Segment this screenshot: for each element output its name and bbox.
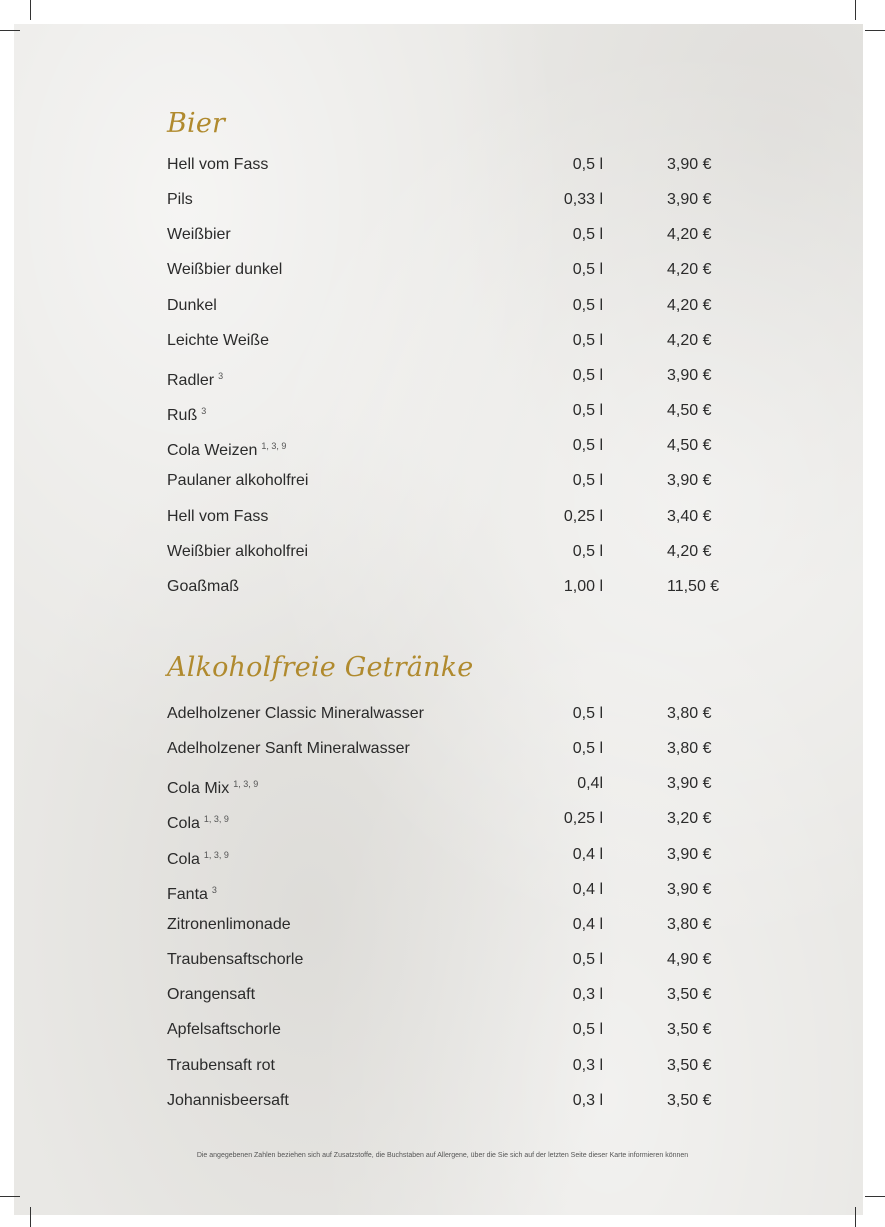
item-price: 4,50 € (667, 402, 712, 420)
item-name (167, 295, 217, 317)
menu-item (0, 879, 885, 901)
item-name (167, 576, 239, 598)
item-name (167, 703, 424, 725)
item-price: 4,20 € (667, 261, 712, 279)
menu-item (0, 154, 885, 176)
item-volume: 0,5 l (572, 156, 603, 173)
item-name-text: Paulaner alkoholfrei (167, 472, 309, 490)
menu-item (0, 259, 885, 281)
item-price: 3,20 € (667, 810, 712, 828)
menu-item (0, 576, 885, 598)
item-price: 3,80 € (667, 915, 712, 933)
item-price: 3,50 € (667, 1091, 712, 1109)
item-price: 4,50 € (667, 437, 712, 455)
item-name (167, 330, 269, 352)
item-name-text: Traubensaft rot (167, 1056, 275, 1074)
menu-item (0, 224, 885, 246)
menu-item (0, 1055, 885, 1077)
additive-footnote-marker: 1, 3, 9 (233, 779, 259, 790)
item-price: 3,90 € (667, 845, 712, 863)
crop-mark (855, 1207, 856, 1227)
item-volume: 0,5 l (572, 366, 603, 384)
item-name-text: Orangensaft (167, 986, 256, 1004)
item-name-text: Weißbier (167, 226, 231, 244)
item-price: 3,80 € (667, 740, 712, 758)
item-name-text: Pils (167, 191, 193, 209)
item-price: 3,90 € (667, 191, 712, 209)
footnote: Die angegebenen Zahlen beziehen sich auf Zusatzstoffe, die Buchstaben auf Allergene, über die Sie sich auf der letzten Seite dieser Karte informieren können (196, 1152, 689, 1159)
item-volume: 0,5 l (572, 1021, 603, 1039)
item-name (167, 259, 282, 281)
item-name (167, 224, 231, 246)
item-name (167, 879, 217, 906)
item-volume: 0,4 l (572, 915, 603, 933)
item-name-text: Traubensaftschorle (167, 951, 304, 969)
item-name-text: Cola (167, 815, 200, 833)
item-price: 3,90 € (667, 366, 712, 384)
additive-footnote-marker: 3 (211, 884, 217, 895)
item-name (167, 435, 286, 462)
menu-item (0, 914, 885, 936)
item-price: 3,50 € (667, 1056, 712, 1074)
menu-item (0, 1090, 885, 1112)
item-name-text: Zitronenlimonade (167, 915, 291, 933)
item-price: 3,90 € (667, 775, 712, 793)
item-name-text: Apfelsaftschorle (167, 1021, 281, 1039)
item-volume: 0,4 l (572, 880, 603, 898)
item-volume: 0,25 l (563, 507, 603, 525)
item-name-text: Ruß (167, 407, 198, 425)
item-name (167, 541, 308, 563)
menu-item (0, 470, 885, 492)
item-name (167, 984, 255, 1006)
item-price: 4,20 € (667, 542, 712, 560)
item-name-text: Hell vom Fass (167, 156, 269, 173)
item-name-text: Adelholzener Sanft Mineralwasser (167, 740, 410, 758)
item-name-text: Adelholzener Classic Mineralwasser (167, 705, 424, 722)
item-volume: 0,4 l (572, 845, 603, 863)
item-name-text: Weißbier dunkel (167, 261, 283, 279)
item-name-text: Cola (167, 850, 200, 868)
item-price: 4,20 € (667, 226, 712, 244)
item-volume: 0,3 l (572, 1091, 603, 1109)
item-price: 11,50 € (667, 577, 720, 595)
menu-item (0, 808, 885, 833)
item-volume: 0,3 l (572, 1056, 603, 1074)
crop-mark (30, 0, 31, 20)
item-name-text: Dunkel (167, 296, 217, 314)
additive-footnote-marker: 3 (218, 370, 224, 381)
menu-item (0, 984, 885, 1006)
item-price: 3,90 € (667, 156, 712, 173)
item-price: 3,50 € (667, 986, 712, 1004)
item-price: 3,90 € (667, 880, 712, 898)
item-price: 3,80 € (667, 705, 712, 722)
item-name-text: Radler (167, 371, 215, 389)
item-name-text: Cola Mix (167, 780, 230, 798)
menu-item (0, 1019, 885, 1041)
crop-mark (865, 30, 885, 31)
item-volume: 0,5 l (572, 951, 603, 969)
additive-footnote-marker: 1, 3, 9 (261, 441, 287, 452)
crop-mark (30, 1207, 31, 1227)
crop-mark (855, 0, 856, 20)
item-volume: 0,33 l (563, 191, 603, 209)
additive-footnote-marker: 1, 3, 9 (203, 849, 229, 860)
item-price: 3,50 € (667, 1021, 712, 1039)
item-name (167, 949, 303, 971)
item-volume: 0,25 l (563, 810, 603, 828)
item-name (167, 914, 291, 936)
item-name (167, 400, 206, 427)
item-name (167, 154, 268, 176)
item-name (167, 506, 268, 528)
item-name (167, 189, 193, 211)
item-name (167, 365, 223, 392)
item-name-text: Leichte Weiße (167, 331, 269, 349)
menu-item (0, 541, 885, 563)
item-name-text: Johannisbeersaft (167, 1091, 289, 1109)
menu-item (0, 506, 885, 528)
item-price: 4,20 € (667, 296, 712, 314)
menu-item (0, 365, 885, 387)
menu-item (0, 400, 885, 425)
item-price: 4,20 € (667, 331, 712, 349)
item-volume: 0,5 l (572, 740, 603, 758)
item-price: 3,40 € (667, 507, 712, 525)
item-volume: 0,4l (577, 775, 603, 793)
item-name-text: Fanta (167, 885, 208, 903)
menu-item (0, 295, 885, 317)
item-name (167, 773, 258, 800)
item-volume: 0,5 l (572, 472, 603, 490)
item-volume: 0,5 l (572, 437, 603, 455)
item-volume: 0,3 l (572, 986, 603, 1004)
item-name (167, 470, 308, 492)
item-volume: 0,5 l (572, 296, 603, 314)
item-name (167, 1055, 275, 1077)
crop-mark (0, 1196, 20, 1197)
item-name (167, 808, 229, 835)
item-volume: 0,5 l (572, 331, 603, 349)
item-price: 3,90 € (667, 472, 712, 490)
menu-item (0, 949, 885, 971)
menu-item (0, 844, 885, 866)
menu-item (0, 738, 885, 760)
section-title-bier: Bier (167, 108, 226, 139)
item-volume: 0,5 l (572, 261, 603, 279)
section-title-alkoholfreie-getraenke: Alkoholfreie Getränke (167, 652, 474, 683)
crop-mark (865, 1196, 885, 1197)
additive-footnote-marker: 3 (201, 406, 207, 417)
menu-item (0, 330, 885, 352)
item-price: 4,90 € (667, 951, 712, 969)
item-name (167, 738, 410, 760)
menu-item (0, 773, 885, 798)
item-volume: 0,5 l (572, 226, 603, 244)
item-volume: 0,5 l (572, 705, 603, 722)
menu-item (0, 435, 885, 460)
crop-mark (0, 30, 20, 31)
item-volume: 0,5 l (572, 542, 603, 560)
item-name (167, 844, 229, 871)
item-name-text: Cola Weizen (167, 442, 258, 460)
item-name-text: Goaßmaß (167, 577, 240, 595)
item-name-text: Weißbier alkoholfrei (167, 542, 309, 560)
item-name-text: Hell vom Fass (167, 507, 269, 525)
menu-item (0, 703, 885, 725)
item-name (167, 1090, 289, 1112)
item-volume: 1,00 l (563, 577, 603, 595)
item-name (167, 1019, 281, 1041)
additive-footnote-marker: 1, 3, 9 (203, 814, 229, 825)
item-volume: 0,5 l (572, 402, 603, 420)
menu-item (0, 189, 885, 211)
